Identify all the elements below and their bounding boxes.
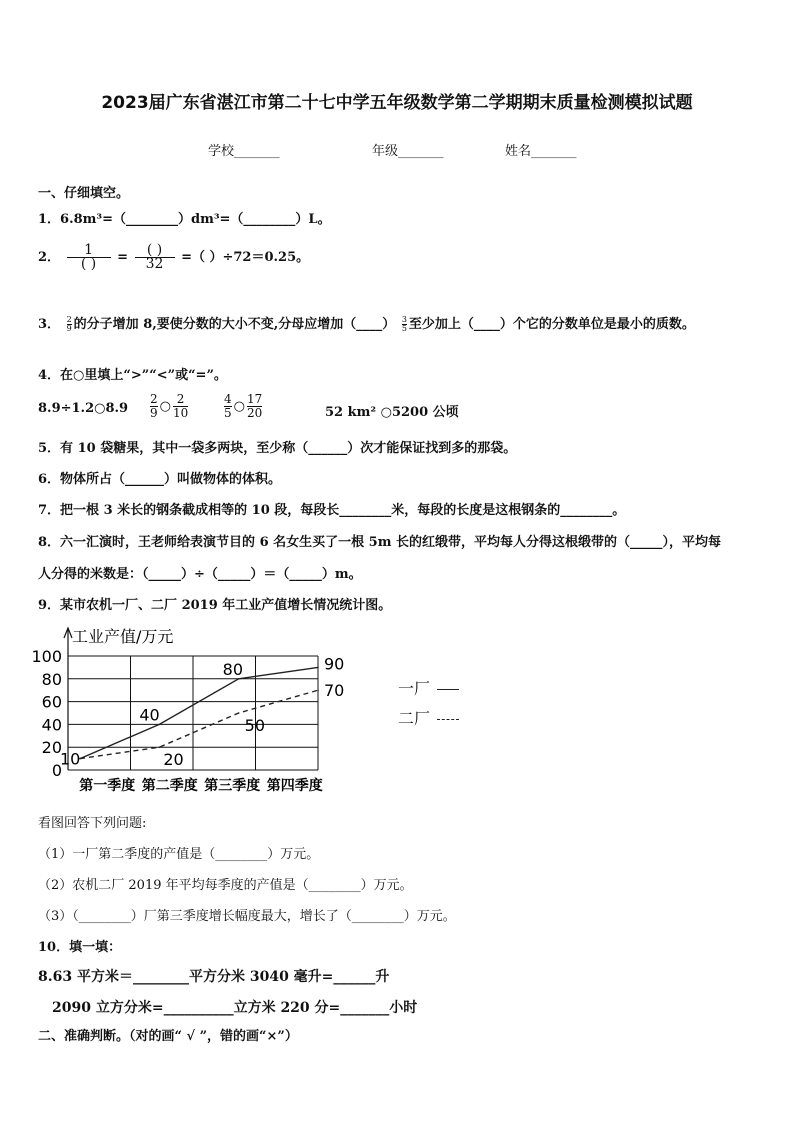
y-tick-label: 20 [41, 738, 62, 758]
fraction-denominator: 9 [66, 324, 72, 333]
fraction-denominator: ( ) [67, 257, 111, 271]
line-chart [30, 622, 370, 802]
x-tick-label: 第三季度 [204, 778, 261, 794]
fraction-denominator: 9 [150, 406, 158, 420]
question-2-fraction-2 [135, 244, 175, 271]
question-9-2: （2）农机二厂 2019 年平均每季度的产值是（________）万元。 [38, 878, 413, 893]
legend-swatch [437, 689, 459, 690]
question-8-line-1: 8．六一汇演时，王老师给表演节目的 6 名女生买了一根 5m 长的红缎带，平均每人分得这根缎带的（_____），平均每 [38, 535, 721, 550]
question-8-line-2: 人分得的米数是：（_____）÷（_____）＝（_____）m。 [38, 567, 362, 582]
question-3-text-2: 至少加上（____）个它的分数单位是最小的质数。 [408, 317, 695, 332]
question-2 [38, 244, 309, 271]
name-field: 姓名_______ [505, 144, 577, 159]
question-10: 10．填一填： [38, 940, 122, 955]
question-7: 7．把一根 3 米长的钢条截成相等的 10 段，每段长________米，每段的长度是这根钢条的________。 [38, 503, 626, 518]
question-9-3: （3）（________）厂第三季度增长幅度最大，增长了（________）万元。 [38, 909, 456, 924]
data-point [317, 667, 319, 669]
data-label: 20 [163, 750, 184, 770]
x-tick-label: 第二季度 [141, 778, 198, 794]
fraction-denominator: 10 [172, 406, 189, 420]
y-tick-label: 60 [41, 692, 62, 712]
question-4-items [38, 393, 758, 429]
question-3-fraction [67, 316, 72, 333]
question-2-fraction-1 [67, 244, 111, 271]
compare-circle: ○ [159, 399, 171, 414]
question-1: 1．6.8m³=（________）dm³=（________）L。 [38, 212, 331, 227]
question-3-fraction-2 [402, 316, 407, 333]
school-field: 学校_______ [208, 144, 280, 159]
data-label: 40 [139, 705, 160, 725]
compare-circle: ○ [233, 399, 245, 414]
series-line-1 [80, 667, 318, 758]
question-5: 5．有 10 袋糖果，其中一袋多两块，至少称（______）次才能保证找到多的那袋。 [38, 441, 517, 456]
compare-item-c [222, 393, 264, 420]
compare-item-a: 8.9÷1.2○8.9 [38, 401, 129, 416]
question-3-number: 3． [38, 317, 61, 332]
fraction-numerator: 2 [150, 392, 158, 406]
fraction-denominator: 5 [401, 324, 407, 333]
question-4: 4．在○里填上“>”“<”或“=”。 [38, 368, 227, 383]
page-title: 2023届广东省湛江市第二十七中学五年级数学第二学期期末质量检测模拟试题 [101, 93, 693, 113]
y-tick-label: 0 [51, 761, 62, 780]
y-tick-label: 100 [31, 647, 62, 666]
compare-item-b [148, 393, 190, 420]
fraction-numerator: 1 [84, 242, 94, 258]
fraction-numerator: 2 [66, 315, 72, 324]
fraction-numerator: 3 [401, 315, 407, 324]
question-10-a: 8.63 平方米＝________平方分米 3040 毫升=______升 [38, 969, 390, 985]
legend-label: 二厂 [398, 709, 431, 728]
fraction-denominator: 20 [246, 406, 263, 420]
x-tick-label: 第一季度 [79, 778, 136, 794]
question-9: 9．某市农机一厂、二厂 2019 年工业产值增长情况统计图。 [38, 598, 392, 613]
legend-label: 一厂 [398, 679, 431, 698]
fraction-numerator: ( ) [146, 242, 163, 258]
x-tick-label: 第四季度 [266, 778, 323, 794]
section-1-heading: 一、仔细填空。 [38, 186, 130, 201]
fraction-numerator: 2 [176, 392, 185, 406]
data-label: 70 [324, 681, 345, 701]
compare-item-d: 52 km² ○5200 公顷 [325, 405, 459, 420]
y-axis-label: 工业产值/万元 [72, 627, 174, 646]
grade-field: 年级_______ [372, 144, 444, 159]
fraction-numerator: 4 [224, 392, 232, 406]
section-2-heading: 二、准确判断。（对的画“ √ ”，错的画“×”） [38, 1029, 298, 1044]
data-label: 10 [60, 749, 81, 769]
question-3-text-1: 的分子增加 8,要使分数的大小不变,分母应增加（____） [73, 317, 396, 332]
data-point [159, 746, 161, 748]
legend-swatch [437, 719, 459, 720]
data-label: 80 [222, 659, 244, 679]
data-label: 50 [244, 716, 266, 735]
y-tick-label: 80 [41, 669, 62, 689]
question-6: 6．物体所占（______）叫做物体的体积。 [38, 472, 282, 487]
equals-sign: = [117, 250, 129, 265]
question-9-intro: 看图回答下列问题: [38, 816, 147, 831]
question-2-rest: =（ ）÷72＝0.25。 [181, 250, 310, 265]
fraction-denominator: 5 [224, 406, 232, 420]
question-3 [38, 313, 695, 333]
data-point [238, 712, 240, 714]
data-point [317, 689, 319, 691]
y-tick-label: 40 [41, 715, 62, 735]
question-2-number: 2． [38, 250, 61, 265]
data-label: 90 [324, 654, 345, 674]
fraction-denominator: 32 [135, 257, 175, 271]
legend-item-factory-1 [398, 676, 459, 699]
question-10-b: 2090 立方分米=__________立方米 220 分=_______小时 [52, 1000, 418, 1016]
question-9-1: （1）一厂第二季度的产值是（________）万元。 [38, 847, 320, 862]
legend-item-factory-2 [398, 706, 459, 729]
fraction-numerator: 17 [246, 392, 263, 406]
